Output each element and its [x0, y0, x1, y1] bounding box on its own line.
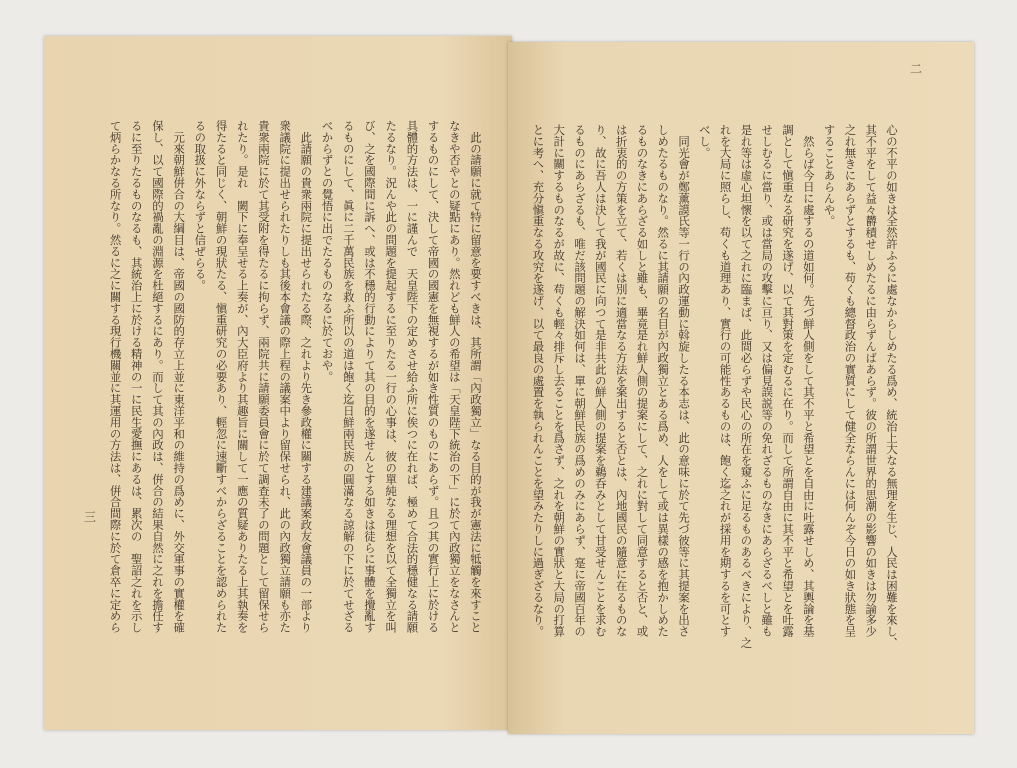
text-column: 此の請願に就て特に留意を要すべきは、其所謂「內政獨立」なる目的が我が憲法に牴觸を來すこと — [469, 120, 483, 633]
text-column: 同光會が鄭薰謨氏等一行の內政運動に斡旋したる本志は、此の意味に於て先づ彼等に其提案を出さ — [677, 124, 692, 637]
text-column: 貴衆兩院に於て其受附を得たるに拘らず、兩院共に請願委員會に於て調查未了の問題として留保せら — [256, 120, 271, 633]
text-column: 調として愼重なる研究を遂げ、以て其對策を定むるに在り。而して所謂自由に其不平と希望とを吐露 — [781, 124, 796, 637]
text-column: れを大局に照らし、苟くも道理あり、實行の可能性あるものは、飽く迄之れが採用を期するを可とす — [718, 124, 733, 637]
text-column: るの取扱に外ならずと信ぜらる。 — [193, 120, 208, 291]
text-column: 此請願の貴衆兩院に提出せられたる際、之れより先き參政權に關する建議案政友會議員の一部より — [299, 120, 314, 633]
text-column: び、之を國際間に訴へ、或は不穩的行動によりて其の目的を遂せんとする如きは徒らに事體を攪亂す — [362, 120, 377, 633]
text-column: たるなり。況んや此の問題を提起するに至りたる一行の心事は、彼の單純なる理想を以て全獨立を叫 — [384, 120, 399, 633]
text-column: 大計に關するものなるが故に、苟くも輕々排斥し去ることを爲さず、之れを朝鮮の實狀と大局の打算 — [552, 124, 567, 637]
text-column: て炳らかなる所なり。然るに之に關する現行機關並に其運用の方法は、倂合間際に於て倉卒に定めら — [108, 120, 123, 633]
right-page — [508, 42, 974, 734]
text-column: 心の不平の如きは全然許ふるに處なからしめたる爲め、統治上大なる無理を生じ、人民は困難を來し、 — [885, 124, 899, 649]
text-column: 之れ無きにあらずとするも、苟くも總督政治の實質にして健全ならんには何んぞ今日の如き狀態を呈 — [843, 124, 858, 637]
left-page-text — [104, 120, 486, 660]
text-column: なきや否やとの疑點にあり。然れども鮮人の希望は「天皇陛下統治の下」に於て內政獨立をなさんと — [447, 120, 462, 633]
text-column: 然らば今日に處するの道如何。先づ鮮人側をして其不平と希望とを自由に吐露せしめ、其輿論を基 — [801, 124, 816, 637]
text-column: るものなきにあらざる如しと雖も、畢竟是れ鮮人側の提案にして、之れに對して同意すると否と、或 — [635, 124, 650, 637]
text-column: するものにして、決して帝國の國憲を無視するが如き性質のものにあらず。且つ其の實行上に於ける — [426, 120, 441, 633]
text-column: べからずとの覺悟に出でたるものなるに於ておや。 — [320, 120, 335, 383]
text-column: べし。 — [697, 124, 712, 159]
page-number: 三 — [84, 510, 97, 524]
page-number: 二 — [909, 62, 922, 76]
text-column: 得たると同じく、朝鮮の現狀たる、愼重研究の必要あり、輕忽に速斷すべからざることを認められた — [214, 120, 229, 633]
text-column: は折衷的の方策を立て、若くは別に適當なる方法を案出すると否とは、內地國民の隨意に在るものな — [614, 124, 629, 637]
text-column: することあらんや。 — [822, 124, 837, 227]
text-column: 其不平をして益々欝積せしめたるに由らずんばあらず。彼の所謂世界的思潮の影響の如きは勿論多少 — [864, 124, 879, 637]
text-column: 是れ等は虛心坦懷を以て之れに臨まば、此間必らずや民心の所在を窺ふに足るものあるべきにより、之 — [739, 124, 754, 649]
text-column: 具體的方法は、一に謹んで 天皇陛下の定めさせ給ふ所に俟つに在れば、極めて合法的穩健なる請願 — [405, 120, 420, 633]
text-column: 保し、以て國際的禍亂の淵源を杜絕するにあり。而して其の內政は、倂合の結果自然に之れを擔任す — [150, 120, 165, 633]
text-column: り、故に吾人は決して我が國民に向つて是非共此の鮮人側の提案を鵜呑みとして甘受せんことを求む — [593, 124, 608, 637]
text-column: 元來朝鮮倂合の大綱目は、帝國の國防的存立上並に東洋平和の維持の爲めに、外交軍事の實權を確 — [172, 120, 187, 633]
text-column: れたり。是れ 闕下に奉呈せる上奏が、內大臣府より其趣旨に關して一應の質疑ありたる上其執奏を — [235, 120, 250, 633]
text-column: るに至りたるものなるも、其統治上に於ける精神の一に民生愛撫にあるは、累次の 聖詔之れを示し — [129, 120, 144, 633]
text-column: るものにあらざるも、唯だ該問題の解決如何は、單に朝鮮民族の爲めのみにあらず、寔に帝國百年の — [573, 124, 588, 637]
text-column: しめたるものなり。然るに其請願の名目が內政獨立とある爲め、人をして或は異樣の感を抱かしめた — [656, 124, 671, 637]
text-column: るものにして、眞に二千萬民族を救ふ所以の道は飽く迄日鮮兩民族の圓滿なる諒解の下に於てせざる — [341, 120, 356, 633]
left-page — [44, 36, 512, 730]
text-column: とに考へ、充分愼重なる攻究を遂げ、以て最良の處置を執られんことを望みたりしに過ぎざるなり。 — [531, 124, 546, 637]
right-page-text — [528, 124, 902, 664]
text-column: せしむるに當り、或は當局の攻擊に亘り、又は偏見誤説等の免れざるものなきにあらざるべしと雖も — [760, 124, 775, 637]
text-column: 衆議院に提出せられたりしも其後本會議の際上程の議案中より留保せられ、此の內政獨立請願も亦た — [278, 120, 293, 633]
